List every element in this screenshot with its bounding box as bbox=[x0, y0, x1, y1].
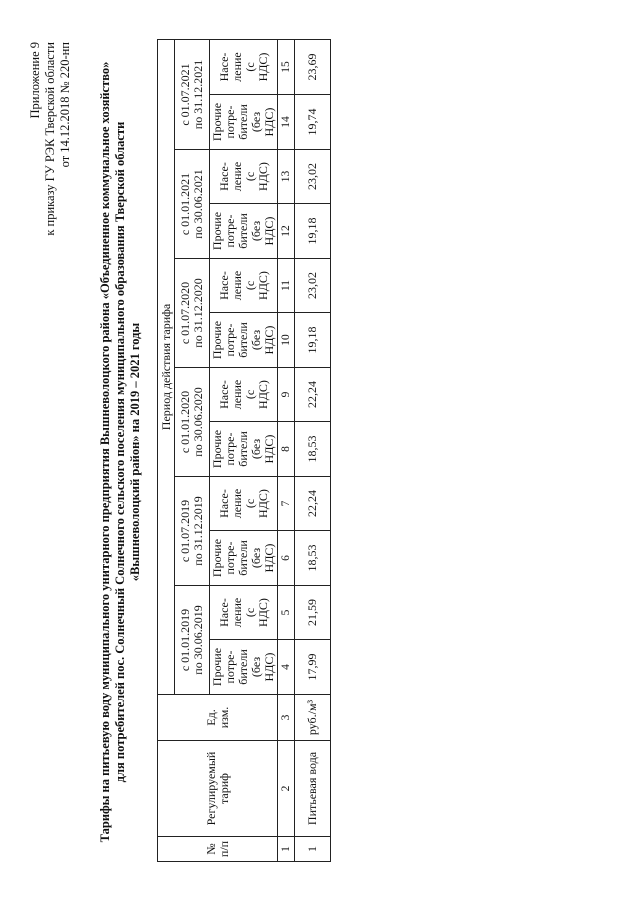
cat-population: Насе- ление (с НДС) bbox=[210, 150, 278, 204]
cat-other: Прочие потре- бители (без НДС) bbox=[210, 640, 278, 695]
appendix-line-2: к приказу ГУ РЭК Тверской области bbox=[43, 42, 57, 236]
period-2: с 01.07.2019 по 31.12.2019 bbox=[175, 477, 210, 586]
period-4: с 01.07.2020 по 31.12.2020 bbox=[175, 259, 210, 368]
cat-population: Насе- ление (с НДС) bbox=[210, 586, 278, 640]
cat-population: Насе- ление (с НДС) bbox=[210, 259, 278, 313]
period-6: с 01.07.2021 по 31.12.2021 bbox=[175, 39, 210, 149]
col-number: 8 bbox=[278, 422, 295, 477]
cat-population: Насе- ление (с НДС) bbox=[210, 477, 278, 531]
appendix-note bbox=[28, 42, 73, 236]
tariff-value: 22,24 bbox=[295, 477, 331, 531]
tariff-value: 23,02 bbox=[295, 150, 331, 204]
cat-other: Прочие потре- бители (без НДС) bbox=[210, 422, 278, 477]
col-number: 11 bbox=[278, 259, 295, 313]
col-number: 3 bbox=[278, 695, 295, 741]
document-title bbox=[98, 0, 143, 904]
tariff-table bbox=[157, 39, 331, 862]
cat-other: Прочие потре- бители (без НДС) bbox=[210, 531, 278, 586]
tariff-value: 19,18 bbox=[295, 313, 331, 368]
title-line-3: «Вышневолоцкий район» на 2019 – 2021 годы bbox=[128, 322, 142, 582]
header-row-period bbox=[158, 39, 175, 861]
appendix-line-1: Приложение 9 bbox=[28, 42, 42, 119]
col-number: 10 bbox=[278, 313, 295, 368]
tariff-value: 17,99 bbox=[295, 640, 331, 695]
table-row bbox=[295, 39, 331, 861]
header-no: № п/п bbox=[158, 837, 278, 862]
appendix-line-3: от 14.12.2018 № 220-нп bbox=[58, 42, 72, 168]
tariff-value: 21,59 bbox=[295, 586, 331, 640]
tariff-value: 23,02 bbox=[295, 259, 331, 313]
cat-population: Насе- ление (с НДС) bbox=[210, 368, 278, 422]
col-number: 6 bbox=[278, 531, 295, 586]
cat-other: Прочие потре- бители (без НДС) bbox=[210, 204, 278, 259]
col-number: 4 bbox=[278, 640, 295, 695]
cat-population: Насе- ление (с НДС) bbox=[210, 39, 278, 94]
col-number: 1 bbox=[278, 837, 295, 862]
row-unit: руб./м³ bbox=[295, 695, 331, 741]
cat-other: Прочие потре- бители (без НДС) bbox=[210, 313, 278, 368]
header-tariff: Регулируемый тариф bbox=[158, 741, 278, 837]
col-number: 7 bbox=[278, 477, 295, 531]
col-number: 12 bbox=[278, 204, 295, 259]
col-number: 15 bbox=[278, 39, 295, 94]
header-unit: Ед. изм. bbox=[158, 695, 278, 741]
col-number: 2 bbox=[278, 741, 295, 837]
tariff-value: 18,53 bbox=[295, 422, 331, 477]
col-number: 5 bbox=[278, 586, 295, 640]
col-number: 13 bbox=[278, 150, 295, 204]
row-tariff: Питьевая вода bbox=[295, 741, 331, 837]
col-number: 9 bbox=[278, 368, 295, 422]
title-line-2: для потребителей пос. Солнечный Солнечного сельского поселения муниципального образования Тверской области bbox=[113, 121, 127, 783]
col-number: 14 bbox=[278, 95, 295, 150]
tariff-value: 19,74 bbox=[295, 95, 331, 150]
cat-other: Прочие потре- бители (без НДС) bbox=[210, 95, 278, 150]
period-3: с 01.01.2020 по 30.06.2020 bbox=[175, 368, 210, 477]
title-line-1: Тарифы на питьевую воду муниципального унитарного предприятия Вышневолоцкого района «Объединенное коммунальное хозяйство» bbox=[98, 61, 112, 843]
row-no: 1 bbox=[295, 837, 331, 862]
period-1: с 01.01.2019 по 30.06.2019 bbox=[175, 586, 210, 695]
column-numbers-row bbox=[278, 39, 295, 861]
tariff-value: 19,18 bbox=[295, 204, 331, 259]
header-period: Период действия тарифа bbox=[158, 39, 175, 694]
tariff-value: 22,24 bbox=[295, 368, 331, 422]
period-5: с 01.01.2021 по 30.06.2021 bbox=[175, 150, 210, 259]
tariff-value: 23,69 bbox=[295, 39, 331, 94]
tariff-value: 18,53 bbox=[295, 531, 331, 586]
